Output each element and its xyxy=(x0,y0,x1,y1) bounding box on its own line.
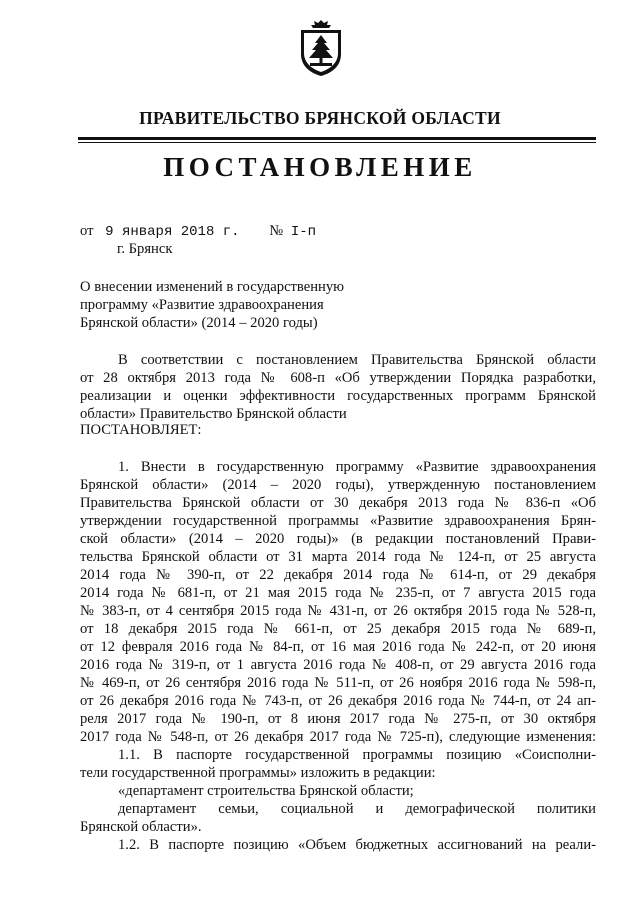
preamble-line: В соответствии с постановлением Правительства Брянской области xyxy=(118,352,596,368)
body-line: от 12 февраля 2016 года № 84-п, от 16 мая 2016 года № 242-п, от 20 июня xyxy=(80,639,596,655)
preamble-line: области» Правительство Брянской области xyxy=(80,406,347,422)
date-number-line xyxy=(80,222,316,241)
body-line: тельства Брянской области от 31 марта 2014 года № 124-п, от 25 августа xyxy=(80,549,596,565)
preamble-line: от 28 октября 2013 года № 608-п «Об утверждении Порядка разработки, xyxy=(80,370,596,386)
body-line: 1. Внести в государственную программу «Развитие здравоохранения xyxy=(118,459,596,475)
document-date: 9 января 2018 г. xyxy=(105,224,240,240)
body-line: тели государственной программы» изложить в редакции: xyxy=(80,765,436,781)
body-line: утверждении государственной программы «Развитие здравоохранения Брян- xyxy=(80,513,596,529)
header-rule-thick xyxy=(78,137,596,140)
body-line: Правительства Брянской области от 30 декабря 2013 года № 836-п «Об xyxy=(80,495,596,511)
body-line: Брянской области». xyxy=(80,819,202,835)
number-sign: № xyxy=(269,223,284,239)
body-line: ской области» (2014 – 2020 годы)» (в редакции постановлений Прави- xyxy=(80,531,596,547)
body-line: от 26 декабря 2016 года № 743-п, от 26 декабря 2016 года № 744-п, от 24 ап- xyxy=(80,693,596,709)
from-prefix: от xyxy=(80,223,94,239)
subject-line: О внесении изменений в государственную xyxy=(80,279,345,295)
subject-line: программу «Развитие здравоохранения xyxy=(80,297,324,313)
body-line: реля 2017 года № 190-п, от 8 июня 2017 года № 275-п, от 30 октября xyxy=(80,711,596,727)
header-rule-thin xyxy=(78,142,596,143)
body-line: «департамент строительства Брянской области; xyxy=(118,783,414,799)
document-type: ПОСТАНОВЛЕНИЕ xyxy=(163,152,477,182)
government-title: ПРАВИТЕЛЬСТВО БРЯНСКОЙ ОБЛАСТИ xyxy=(139,108,501,128)
body-line: 2016 года № 319-п, от 1 августа 2016 года № 408-п, от 29 августа 2016 года xyxy=(80,657,596,673)
resolve-word: ПОСТАНОВЛЯЕТ: xyxy=(80,422,202,438)
document-number: I-п xyxy=(290,224,317,240)
body-line: 2014 года № 390-п, от 22 декабря 2014 года № 614-п, от 29 декабря xyxy=(80,567,596,583)
body-line: 2017 года № 548-п, от 26 декабря 2017 года № 725-п), следующие изменения: xyxy=(80,729,596,745)
body-line: 1.1. В паспорте государственной программы позицию «Соисполни- xyxy=(118,747,596,763)
coat-of-arms-icon xyxy=(296,18,346,78)
preamble-line: реализации и оценки эффективности государственных программ Брянской xyxy=(80,388,596,404)
body-line: № 383-п, от 4 сентября 2015 года № 431-п, от 26 октября 2015 года № 528-п, xyxy=(80,603,596,619)
document-city: г. Брянск xyxy=(117,241,173,257)
body-line: от 18 декабря 2015 года № 661-п, от 25 декабря 2015 года № 689-п, xyxy=(80,621,596,637)
body-line: № 469-п, от 26 сентября 2016 года № 511-п, от 26 ноября 2016 года № 598-п, xyxy=(80,675,596,691)
body-line: 1.2. В паспорте позицию «Объем бюджетных ассигнований на реали- xyxy=(118,837,596,853)
body-line: Брянской области» (2014 – 2020 годы), утвержденную постановлением xyxy=(80,477,596,493)
body-line: 2014 года № 681-п, от 21 мая 2015 года № 235-п, от 7 августа 2015 года xyxy=(80,585,596,601)
body-line: департамент семьи, социальной и демографической политики xyxy=(118,801,596,817)
subject-line: Брянской области» (2014 – 2020 годы) xyxy=(80,315,318,331)
